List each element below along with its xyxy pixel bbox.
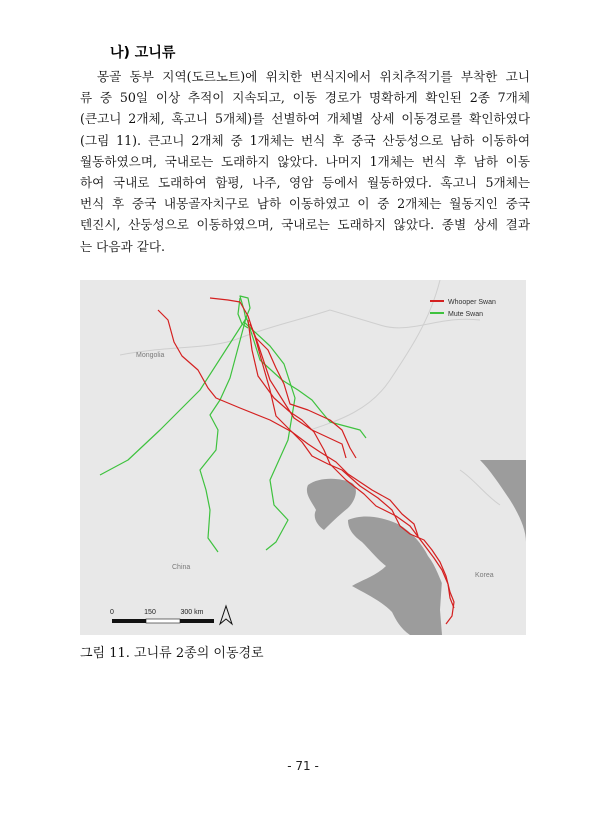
label-china: China xyxy=(172,564,191,571)
scale-segment-3 xyxy=(180,619,214,623)
scale-segment-1 xyxy=(112,619,146,623)
migration-map xyxy=(80,280,526,635)
paragraph-line: 몽골 동부 지역(도르노트)에 위치한 번식지에서 위치추적기를 부착한 고니 xyxy=(97,69,530,84)
paragraph-line: 류 중 50일 이상 추적이 지속되고, 이동 경로가 명확하게 확인된 2종 7개체 xyxy=(80,90,530,106)
body-paragraph xyxy=(80,66,530,257)
page-number: - 71 - xyxy=(287,759,319,773)
legend-label-mute: Mute Swan xyxy=(448,311,484,318)
paragraph-line: 하여 국내로 도래하여 함평, 나주, 영암 등에서 월동하였다. 혹고니 5개체는 xyxy=(80,174,530,190)
label-korea: Korea xyxy=(475,572,494,579)
figure-caption: 그림 11. 고니류 2종의 이동경로 xyxy=(80,646,264,661)
scale-label-end: 300 km xyxy=(180,609,204,616)
paragraph-line: 번식 후 중국 내몽골자치구로 남하 이동하였고 이 중 2개체는 월동지인 중국 xyxy=(80,196,530,212)
scale-segment-2 xyxy=(146,619,180,623)
paragraph-line: 텐진시, 산둥성으로 이동하였으며, 국내로는 도래하지 않았다. 종별 상세 결과 xyxy=(80,217,530,233)
scale-label-mid: 150 xyxy=(144,609,156,616)
paragraph-line: (그림 11). 큰고니 2개체 중 1개체는 번식 후 중국 산둥성으로 남하 이동하여 xyxy=(80,132,530,148)
scale-label-zero: 0 xyxy=(110,609,114,616)
map-canvas xyxy=(80,280,526,635)
paragraph-line: 는 다음과 같다. xyxy=(80,238,166,254)
legend-label-whooper: Whooper Swan xyxy=(448,299,496,306)
paragraph-line: 월동하였으며, 국내로는 도래하지 않았다. 나머지 1개체는 번식 후 남하 이동 xyxy=(80,153,530,169)
paragraph-line: (큰고니 2개체, 혹고니 5개체)를 선별하여 개체별 상세 이동경로를 확인하였다 xyxy=(80,111,530,127)
section-heading: 나) 고니류 xyxy=(110,45,176,61)
label-mongolia: Mongolia xyxy=(136,352,165,359)
